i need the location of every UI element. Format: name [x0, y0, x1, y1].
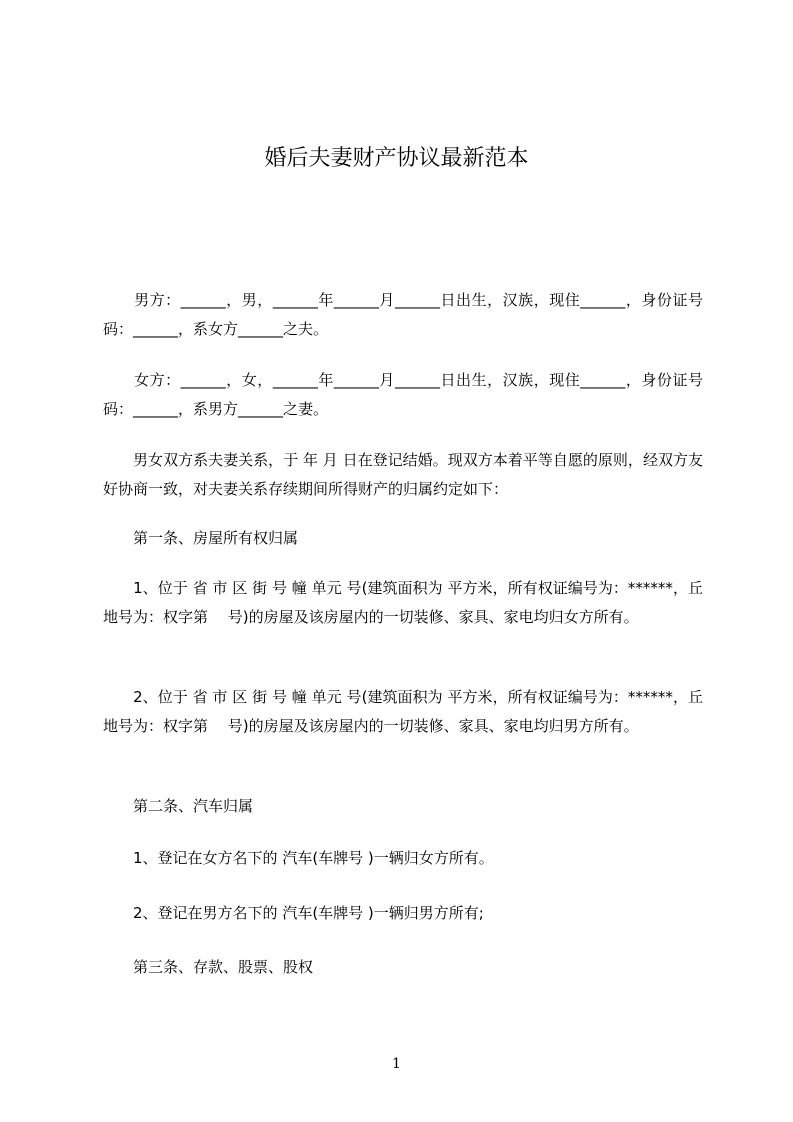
document-title: 婚后夫妻财产协议最新范本 — [264, 146, 529, 171]
article-1-heading: 第一条、房屋所有权归属 — [103, 529, 299, 547]
paragraph-wife-info: 女方：______，女，______年______月______日出生，汉族，现住______，身份证号码：______，系男方______之妻。 — [103, 371, 703, 418]
article-3-heading: 第三条、存款、股票、股权 — [103, 958, 314, 976]
paragraph-preamble: 男女双方系夫妻关系，于 年 月 日在登记结婚。现双方本着平等自愿的原则，经双方友好协商一致，对夫妻关系存续期间所得财产的归属约定如下： — [103, 451, 703, 498]
paragraph-husband-info: 男方：______，男，______年______月______日出生，汉族，现住______，身份证号码：______，系女方______之夫。 — [103, 291, 703, 338]
article-2-clause-1: 1、登记在女方名下的 汽车(车牌号 )一辆归女方所有。 — [103, 849, 494, 867]
article-2-heading: 第二条、汽车归属 — [103, 797, 254, 815]
article-1-clause-2: 2、位于 省 市 区 街 号 幢 单元 号(建筑面积为 平方米，所有权证编号为：******，丘地号为：权字第 号)的房屋及该房屋内的一切装修、家具、家电均归男方所有。 — [103, 688, 703, 735]
article-1-clause-1: 1、位于 省 市 区 街 号 幢 单元 号(建筑面积为 平方米，所有权证编号为：******，丘地号为：权字第 号)的房屋及该房屋内的一切装修、家具、家电均归女方所有。 — [103, 579, 703, 626]
page-number: 1 — [392, 1056, 401, 1072]
article-2-clause-2: 2、登记在男方名下的 汽车(车牌号 )一辆归男方所有; — [103, 904, 484, 922]
